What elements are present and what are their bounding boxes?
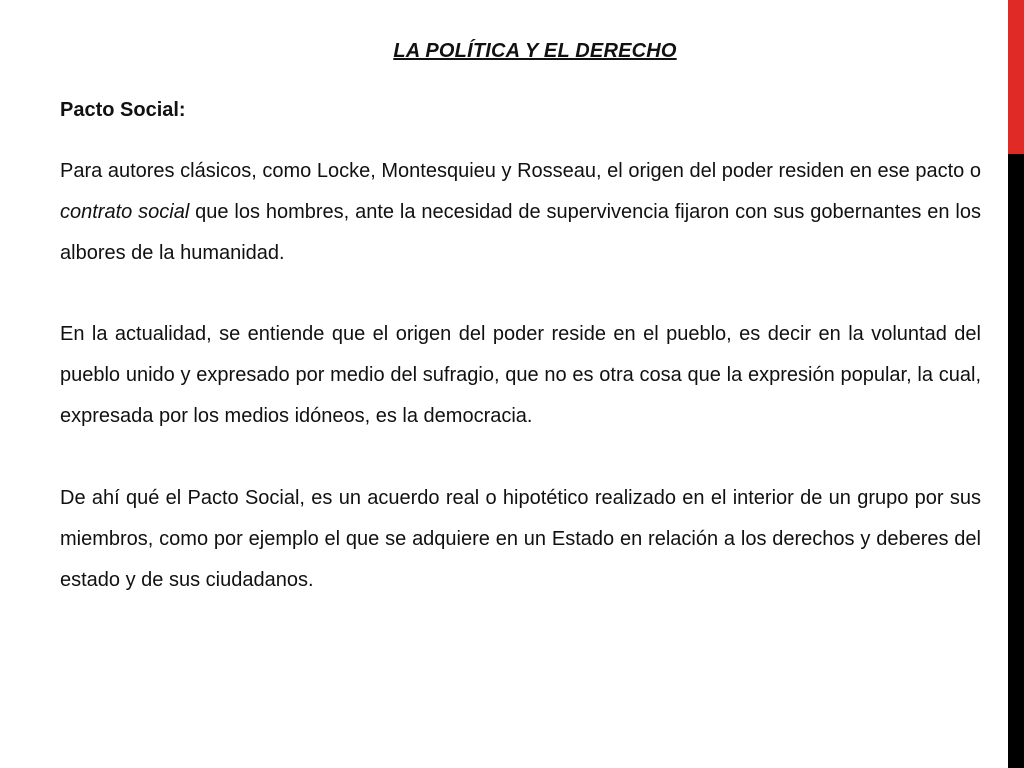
side-accent-bar-red	[1008, 0, 1024, 154]
paragraph-1	[60, 151, 981, 274]
paragraph-1-emphasis: contrato social	[60, 201, 190, 223]
paragraph-1-text-before: Para autores clásicos, como Locke, Montesquieu y Rosseau, el origen del poder residen en ese pacto o	[60, 160, 981, 182]
section-heading: Pacto Social:	[60, 99, 186, 121]
side-accent-bar-black	[1008, 154, 1024, 768]
paragraph-2: En la actualidad, se entiende que el origen del poder reside en el pueblo, es decir en la voluntad del pueblo unido y expresado por medio del sufragio, que no es otra cosa que la expresión popular, la cual, expresada por los medios idóneos, es la democracia.	[60, 323, 981, 427]
slide-title: LA POLÍTICA Y EL DERECHO	[393, 40, 677, 62]
paragraph-3: De ahí qué el Pacto Social, es un acuerdo real o hipotético realizado en el interior de un grupo por sus miembros, como por ejemplo el que se adquiere en un Estado en relación a los derechos y deberes del estado y de sus ciudadanos.	[60, 487, 981, 591]
paragraph-1-text-after: que los hombres, ante la necesidad de supervivencia fijaron con sus gobernantes en los albores de la humanidad.	[60, 201, 981, 264]
